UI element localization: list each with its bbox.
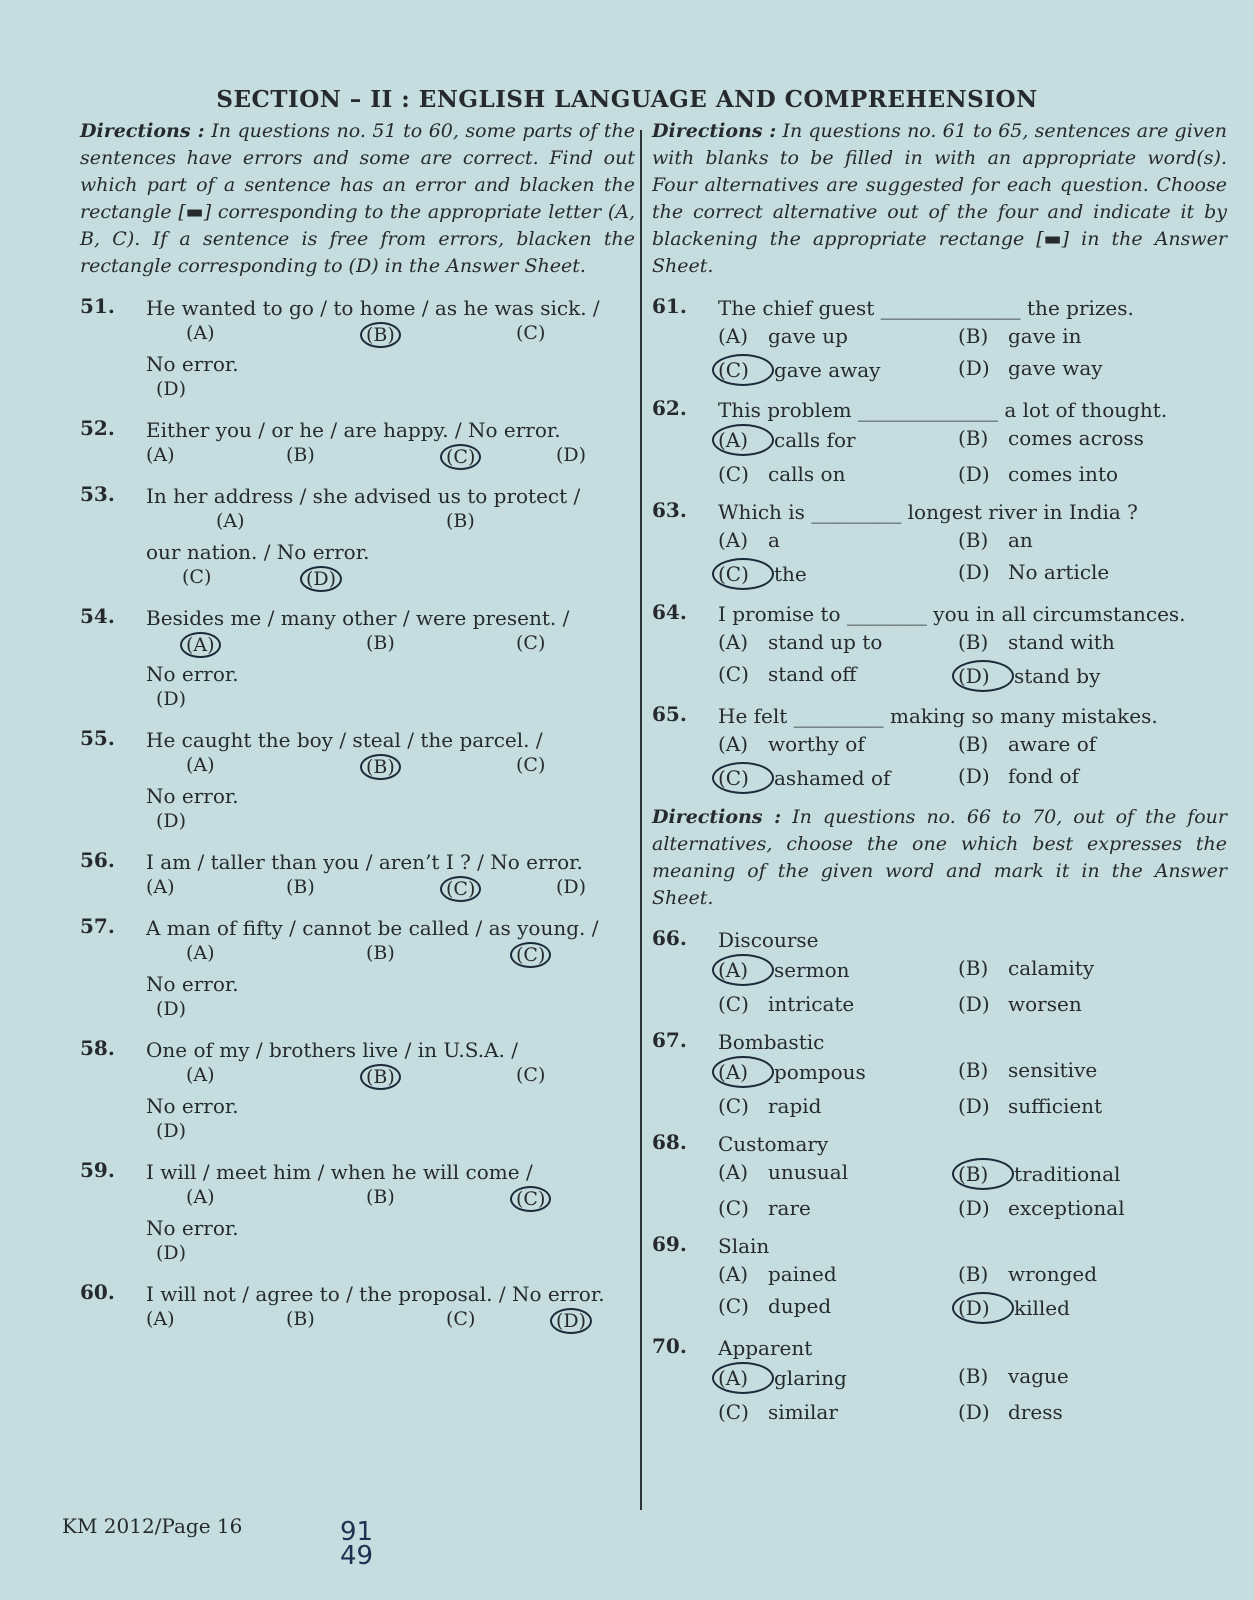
option-text: worsen [1008, 992, 1082, 1016]
option-text: calamity [1008, 956, 1095, 980]
option-item [958, 1158, 1198, 1190]
option-item [958, 354, 1198, 386]
option-letter: (B) [958, 956, 989, 980]
option-letters [80, 1064, 635, 1092]
score-line: 49 [340, 1541, 374, 1571]
option-text: rare [768, 1196, 811, 1220]
option-letter: (C) [718, 992, 749, 1016]
directions-51-60 [80, 118, 635, 280]
option-letter: (A) [718, 1262, 749, 1286]
option-letters [80, 810, 635, 838]
option-letter: (C) [718, 662, 749, 686]
option-text: aware of [1008, 732, 1097, 756]
question-number: 54. [80, 604, 115, 628]
question-stem: Slain [718, 1234, 770, 1258]
question-item [80, 1036, 635, 1148]
question-stem: Which is _________ longest river in India ? [718, 500, 1138, 524]
option-text: sermon [774, 958, 850, 982]
option-item [718, 1194, 958, 1222]
question-number: 57. [80, 914, 115, 938]
option-letter: (C) [712, 762, 774, 794]
option-letter: (D) [952, 1292, 1014, 1324]
question-number: 61. [652, 294, 687, 318]
option-text: a [768, 528, 780, 552]
option-letter: (C) [718, 1400, 749, 1424]
option-letter: (D) [156, 378, 187, 400]
option-item [958, 1194, 1198, 1222]
option-letter: (B) [958, 630, 989, 654]
option-grid [652, 424, 1227, 488]
question-number: 67. [652, 1028, 687, 1052]
option-letter: (B) [286, 444, 315, 466]
option-item [958, 1092, 1198, 1120]
option-letter: (C) [516, 632, 546, 654]
option-letter: (D) [958, 764, 990, 788]
option-letter: (A) [186, 322, 215, 344]
option-letter: (C) [440, 876, 481, 902]
question-stem: This problem ______________ a lot of thought. [718, 398, 1168, 422]
option-text: gave in [1008, 324, 1082, 348]
option-letter: (D) [958, 1196, 990, 1220]
question-item [652, 396, 1227, 488]
option-letter: (B) [958, 324, 989, 348]
option-letter: (C) [510, 942, 551, 968]
option-item [718, 1056, 958, 1088]
option-letter: (D) [156, 998, 187, 1020]
directions-label: Directions : [80, 120, 205, 142]
option-text: an [1008, 528, 1033, 552]
option-letter: (A) [712, 424, 774, 456]
option-item [958, 1260, 1198, 1288]
question-number: 55. [80, 726, 115, 750]
option-text: stand with [1008, 630, 1115, 654]
option-letter: (A) [712, 1362, 774, 1394]
option-letter: (B) [446, 510, 475, 532]
option-letter: (C) [446, 1308, 476, 1330]
option-item [718, 1292, 958, 1324]
option-item [718, 1362, 958, 1394]
option-item [718, 526, 958, 554]
option-letters [80, 876, 635, 904]
directions-label: Directions : [652, 806, 782, 828]
directions-text: In questions no. 51 to 60, some parts of the sentences have errors and some are correct. Find out which part of a sentence has an error and blacken the rectangle [▬] corresponding to the appropriate letter (A, B, C). If a sentence is free from errors, blacken the rectangle corresponding to (D) in the Answer Sheet. [80, 120, 635, 277]
option-letters [80, 378, 635, 406]
option-letters [80, 632, 635, 660]
option-text: dress [1008, 1400, 1063, 1424]
question-item [652, 926, 1227, 1018]
option-item [718, 762, 958, 794]
option-text: unusual [768, 1160, 849, 1184]
option-letters [80, 1242, 635, 1270]
question-number: 52. [80, 416, 115, 440]
option-item [958, 1292, 1198, 1324]
no-error-text: No error. [146, 352, 239, 376]
option-text: comes into [1008, 462, 1119, 486]
option-grid [652, 954, 1227, 1018]
option-letter: (A) [718, 1160, 749, 1184]
option-letter: (B) [958, 528, 989, 552]
option-letter: (D) [958, 1094, 990, 1118]
option-text: killed [1014, 1296, 1070, 1320]
option-item [718, 1092, 958, 1120]
option-text: No article [1008, 560, 1110, 584]
option-text: fond of [1008, 764, 1079, 788]
option-letter: (A) [186, 942, 215, 964]
option-letters [80, 1186, 635, 1214]
question-number: 62. [652, 396, 687, 420]
option-text: stand by [1014, 664, 1101, 688]
option-letter: (D) [556, 876, 587, 898]
option-letter: (A) [718, 630, 749, 654]
option-grid [652, 1158, 1227, 1222]
option-item [958, 730, 1198, 758]
option-text: similar [768, 1400, 838, 1424]
option-text: gave way [1008, 356, 1103, 380]
question-number: 56. [80, 848, 115, 872]
question-item [80, 416, 635, 472]
option-letters [80, 942, 635, 970]
option-item [718, 1260, 958, 1288]
handwritten-score [340, 1517, 374, 1571]
option-item [958, 628, 1198, 656]
question-stem: He felt _________ making so many mistakes. [718, 704, 1158, 728]
option-item [718, 558, 958, 590]
option-letter: (C) [510, 1186, 551, 1212]
option-letter: (D) [958, 1400, 990, 1424]
option-text: comes across [1008, 426, 1144, 450]
question-stem: Customary [718, 1132, 829, 1156]
option-letter: (A) [712, 954, 774, 986]
option-text: glaring [774, 1366, 847, 1390]
question-stem: A man of fifty / cannot be called / as young. / [146, 916, 599, 940]
directions-66-70 [652, 804, 1227, 912]
option-letter: (D) [156, 1120, 187, 1142]
option-item [718, 424, 958, 456]
option-letter: (A) [718, 324, 749, 348]
question-stem: Either you / or he / are happy. / No error. [146, 418, 561, 442]
option-letter: (B) [958, 1262, 989, 1286]
no-error-text: No error. [146, 972, 239, 996]
option-item [958, 954, 1198, 986]
question-item [652, 1028, 1227, 1120]
option-letter: (D) [556, 444, 587, 466]
question-list-61-65 [652, 294, 1227, 794]
option-item [958, 762, 1198, 794]
option-item [718, 730, 958, 758]
option-letter: (A) [146, 876, 175, 898]
question-number: 65. [652, 702, 687, 726]
option-letter: (A) [146, 444, 175, 466]
option-letter: (B) [360, 1064, 401, 1090]
left-column [80, 118, 635, 1346]
option-grid [652, 730, 1227, 794]
option-letter: (B) [286, 1308, 315, 1330]
option-letter: (A) [718, 528, 749, 552]
option-letter: (D) [156, 810, 187, 832]
option-letter: (D) [156, 688, 187, 710]
option-text: ashamed of [774, 766, 891, 790]
option-letter: (A) [146, 1308, 175, 1330]
option-letters [80, 688, 635, 716]
option-letter: (C) [182, 566, 212, 588]
question-item [652, 1232, 1227, 1324]
option-letters [80, 1120, 635, 1148]
option-letter: (C) [440, 444, 481, 470]
option-text: stand off [768, 662, 857, 686]
option-text: stand up to [768, 630, 883, 654]
option-letter: (C) [718, 462, 749, 486]
option-text: intricate [768, 992, 855, 1016]
option-item [718, 660, 958, 692]
option-letter: (B) [360, 754, 401, 780]
option-letters [80, 754, 635, 782]
option-letters [80, 1308, 635, 1336]
option-letter: (D) [156, 1242, 187, 1264]
question-number: 60. [80, 1280, 115, 1304]
option-letter: (B) [958, 1364, 989, 1388]
option-item [958, 558, 1198, 590]
option-grid [652, 1056, 1227, 1120]
option-letters [80, 444, 635, 472]
directions-61-65 [652, 118, 1227, 280]
option-letter: (C) [516, 322, 546, 344]
option-text: vague [1008, 1364, 1069, 1388]
option-letters [80, 998, 635, 1026]
option-item [958, 322, 1198, 350]
option-item [718, 628, 958, 656]
option-letter: (D) [550, 1308, 592, 1334]
option-item [958, 1398, 1198, 1426]
question-item [652, 702, 1227, 794]
option-item [718, 1158, 958, 1190]
question-item [652, 498, 1227, 590]
question-stem: I am / taller than you / aren’t I ? / No error. [146, 850, 583, 874]
question-stem: Discourse [718, 928, 819, 952]
question-stem: I promise to ________ you in all circumstances. [718, 602, 1186, 626]
option-letter: (D) [958, 560, 990, 584]
question-item [80, 604, 635, 716]
option-letter: (C) [712, 354, 774, 386]
option-letter: (A) [186, 1186, 215, 1208]
option-grid [652, 1362, 1227, 1426]
option-letter: (D) [300, 566, 342, 592]
option-item [958, 424, 1198, 456]
question-number: 70. [652, 1334, 687, 1358]
option-letter: (B) [952, 1158, 1014, 1190]
option-item [718, 954, 958, 986]
option-item [718, 1398, 958, 1426]
question-number: 59. [80, 1158, 115, 1182]
question-stem: I will not / agree to / the proposal. / No error. [146, 1282, 605, 1306]
question-stem: He caught the boy / steal / the parcel. / [146, 728, 543, 752]
no-error-text: No error. [146, 1216, 239, 1240]
option-text: the [774, 562, 807, 586]
option-letters [80, 566, 635, 594]
option-item [718, 990, 958, 1018]
column-divider [640, 130, 642, 1510]
section-title: SECTION – II : ENGLISH LANGUAGE AND COMPREHENSION [216, 86, 1038, 113]
option-item [958, 526, 1198, 554]
option-grid [652, 322, 1227, 386]
option-letters [80, 322, 635, 350]
question-number: 58. [80, 1036, 115, 1060]
option-grid [652, 1260, 1227, 1324]
question-stem: One of my / brothers live / in U.S.A. / [146, 1038, 518, 1062]
question-stem: Besides me / many other / were present. / [146, 606, 570, 630]
option-item [718, 354, 958, 386]
question-stem: In her address / she advised us to protect / [146, 484, 581, 508]
option-text: gave away [774, 358, 881, 382]
question-stem: I will / meet him / when he will come / [146, 1160, 533, 1184]
option-letter: (A) [216, 510, 245, 532]
option-letter: (C) [516, 1064, 546, 1086]
question-stem: Bombastic [718, 1030, 825, 1054]
option-item [958, 990, 1198, 1018]
option-letter: (C) [712, 558, 774, 590]
option-text: gave up [768, 324, 848, 348]
option-grid [652, 526, 1227, 590]
question-number: 63. [652, 498, 687, 522]
option-letter: (A) [712, 1056, 774, 1088]
question-list-51-60 [80, 294, 635, 1336]
option-text: sensitive [1008, 1058, 1098, 1082]
question-number: 51. [80, 294, 115, 318]
option-letter: (B) [366, 632, 395, 654]
question-stem: The chief guest ______________ the prizes. [718, 296, 1134, 320]
option-text: exceptional [1008, 1196, 1125, 1220]
option-letter: (C) [718, 1094, 749, 1118]
question-stem: He wanted to go / to home / as he was sick. / [146, 296, 600, 320]
question-item [652, 600, 1227, 692]
question-number: 69. [652, 1232, 687, 1256]
option-letter: (B) [366, 942, 395, 964]
option-text: traditional [1014, 1162, 1121, 1186]
option-letter: (B) [958, 732, 989, 756]
no-error-text: our nation. / No error. [146, 540, 370, 564]
directions-text: In questions no. 61 to 65, sentences are given with blanks to be filled in with an appropriate word(s). Four alternatives are suggested for each question. Choose the correct alternative out of the four and indicate it by blackening the appropriate rectange [▬] in the Answer Sheet. [652, 120, 1227, 277]
question-item [652, 1334, 1227, 1426]
option-grid [652, 628, 1227, 692]
no-error-text: No error. [146, 662, 239, 686]
question-item [80, 1158, 635, 1270]
option-letter: (D) [958, 992, 990, 1016]
right-column [652, 118, 1227, 1436]
option-letter: (B) [366, 1186, 395, 1208]
no-error-text: No error. [146, 784, 239, 808]
directions-text: In questions no. 66 to 70, out of the four alternatives, choose the one which best expresses the meaning of the given word and mark it in the Answer Sheet. [652, 806, 1228, 909]
option-letters [80, 510, 635, 538]
question-number: 66. [652, 926, 687, 950]
option-text: rapid [768, 1094, 822, 1118]
question-item [652, 294, 1227, 386]
option-letter: (A) [718, 732, 749, 756]
option-item [718, 460, 958, 488]
option-letter: (D) [958, 356, 990, 380]
question-item [80, 726, 635, 838]
option-letter: (C) [516, 754, 546, 776]
page-footer: KM 2012/Page 16 [62, 1514, 243, 1538]
option-item [958, 460, 1198, 488]
option-letter: (A) [186, 1064, 215, 1086]
option-letter: (C) [718, 1294, 749, 1318]
option-letter: (A) [180, 632, 221, 658]
option-item [958, 1362, 1198, 1394]
no-error-text: No error. [146, 1094, 239, 1118]
option-letter: (C) [718, 1196, 749, 1220]
option-letter: (B) [958, 426, 989, 450]
question-item [80, 294, 635, 406]
question-item [80, 482, 635, 594]
option-letter: (B) [286, 876, 315, 898]
option-text: calls for [774, 428, 856, 452]
option-item [958, 660, 1198, 692]
option-item [958, 1056, 1198, 1088]
question-item [80, 848, 635, 904]
question-number: 64. [652, 600, 687, 624]
question-item [652, 1130, 1227, 1222]
question-number: 53. [80, 482, 115, 506]
option-text: calls on [768, 462, 846, 486]
option-letter: (A) [186, 754, 215, 776]
score-line: 91 [340, 1517, 374, 1547]
option-text: worthy of [768, 732, 865, 756]
option-letter: (D) [952, 660, 1014, 692]
option-text: duped [768, 1294, 832, 1318]
option-text: pained [768, 1262, 837, 1286]
directions-label: Directions : [652, 120, 777, 142]
question-stem: Apparent [718, 1336, 813, 1360]
option-item [718, 322, 958, 350]
option-text: wronged [1008, 1262, 1098, 1286]
option-text: sufficient [1008, 1094, 1103, 1118]
option-letter: (D) [958, 462, 990, 486]
option-letter: (B) [958, 1058, 989, 1082]
option-letter: (B) [360, 322, 401, 348]
question-item [80, 914, 635, 1026]
option-text: pompous [774, 1060, 866, 1084]
question-item [80, 1280, 635, 1336]
question-list-66-70 [652, 926, 1227, 1426]
question-number: 68. [652, 1130, 687, 1154]
